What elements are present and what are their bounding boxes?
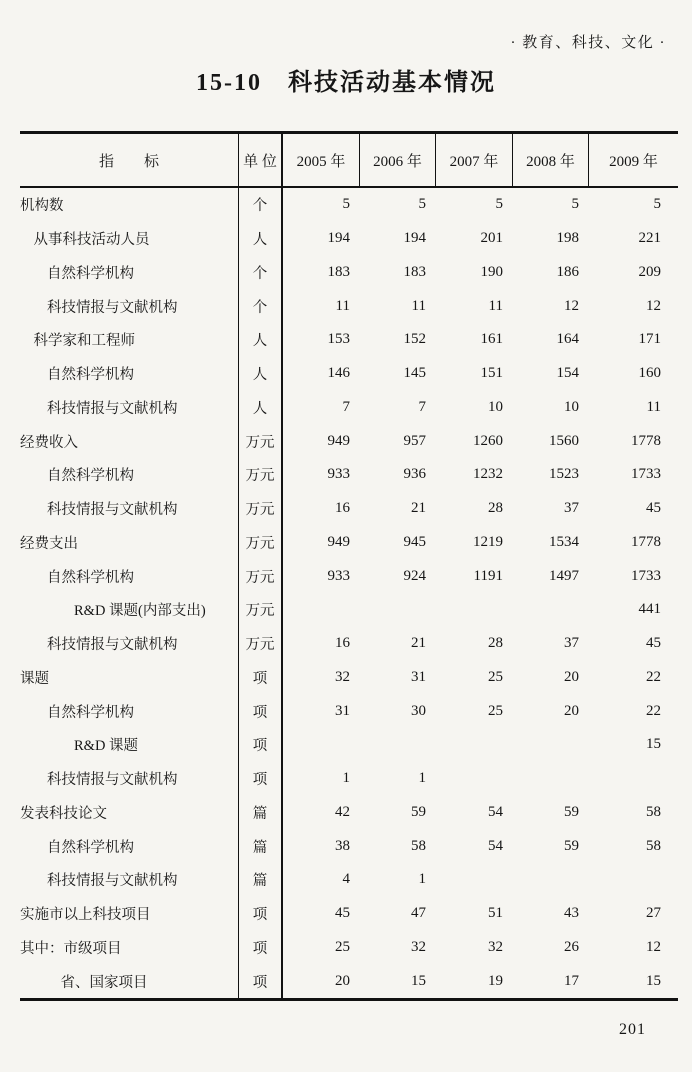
row-indicator: 实施市以上科技项目 xyxy=(20,907,151,924)
row-value: 15 xyxy=(646,972,661,989)
row-value: 1534 xyxy=(549,533,579,550)
table-row xyxy=(20,424,678,458)
row-value: 183 xyxy=(403,263,426,280)
row-value: 1497 xyxy=(549,567,579,584)
table-row xyxy=(20,829,678,863)
row-value: 59 xyxy=(564,803,579,820)
row-value: 164 xyxy=(556,331,579,348)
row-value: 58 xyxy=(646,837,661,854)
row-value: 31 xyxy=(411,668,426,685)
row-indicator: 自然科学机构 xyxy=(47,265,134,282)
row-value: 5 xyxy=(342,196,350,213)
row-value: 37 xyxy=(564,635,579,652)
row-unit: 项 xyxy=(238,964,283,998)
col-header-year-2009: 2009 年 xyxy=(588,134,678,186)
row-value xyxy=(588,863,678,897)
row-value: 7 xyxy=(418,398,426,415)
row-value xyxy=(588,762,678,796)
row-value: 15 xyxy=(411,972,426,989)
row-value: 171 xyxy=(638,331,661,348)
col-header-year-2005: 2005 年 xyxy=(296,153,346,170)
row-value xyxy=(512,762,588,796)
row-value: 45 xyxy=(646,635,661,652)
row-value: 152 xyxy=(403,331,426,348)
table-row xyxy=(20,289,678,323)
row-indicator: 省、国家项目 xyxy=(60,974,148,991)
row-unit: 项 xyxy=(238,762,283,796)
row-value: 58 xyxy=(411,837,426,854)
row-indicator: 科技情报与文献机构 xyxy=(47,637,178,654)
row-indicator: 科技情报与文献机构 xyxy=(47,873,178,890)
table-row xyxy=(20,188,678,222)
table-body xyxy=(20,188,678,1001)
row-value: 194 xyxy=(327,230,350,247)
row-value: 25 xyxy=(488,702,503,719)
row-unit: 篇 xyxy=(238,829,283,863)
row-value: 1523 xyxy=(549,466,579,483)
row-value: 20 xyxy=(335,972,350,989)
col-header-year-2007: 2007 年 xyxy=(435,134,512,186)
row-unit: 个 xyxy=(238,289,283,323)
page-number: 201 xyxy=(619,1021,646,1038)
table-row xyxy=(20,897,678,931)
table-row xyxy=(20,526,678,560)
row-value: 194 xyxy=(403,230,426,247)
row-value xyxy=(512,593,588,627)
table-row xyxy=(20,863,678,897)
row-value: 1 xyxy=(418,770,426,787)
page-title: 15-10 科技活动基本情况 xyxy=(196,70,496,96)
table-row xyxy=(20,458,678,492)
row-value: 5 xyxy=(495,196,503,213)
row-indicator: 科技情报与文献机构 xyxy=(47,502,178,519)
row-value: 1260 xyxy=(473,432,503,449)
row-value: 145 xyxy=(403,365,426,382)
row-value: 190 xyxy=(480,263,503,280)
row-value: 28 xyxy=(488,500,503,517)
row-value: 27 xyxy=(646,905,661,922)
row-value: 32 xyxy=(488,938,503,955)
row-indicator: 科技情报与文献机构 xyxy=(47,772,178,789)
row-value: 21 xyxy=(411,500,426,517)
row-value: 51 xyxy=(488,905,503,922)
table-row xyxy=(20,931,678,965)
row-indicator: 自然科学机构 xyxy=(47,569,134,586)
row-indicator: 课题 xyxy=(20,670,49,687)
table-row xyxy=(20,357,678,391)
row-value: 924 xyxy=(403,567,426,584)
table-header-row xyxy=(20,134,678,188)
row-value: 19 xyxy=(488,972,503,989)
row-value xyxy=(435,593,512,627)
row-value xyxy=(359,728,435,762)
row-value: 59 xyxy=(411,803,426,820)
row-value xyxy=(283,593,359,627)
row-value: 17 xyxy=(564,972,579,989)
row-value: 30 xyxy=(411,702,426,719)
row-value: 7 xyxy=(342,398,350,415)
row-value: 957 xyxy=(403,432,426,449)
row-value: 11 xyxy=(411,297,426,314)
row-value: 42 xyxy=(335,803,350,820)
row-unit: 万元 xyxy=(238,559,283,593)
row-value: 12 xyxy=(564,297,579,314)
row-indicator: 经费收入 xyxy=(20,434,78,451)
col-header-unit: 单 位 xyxy=(238,134,283,186)
row-value: 5 xyxy=(653,196,661,213)
row-value: 25 xyxy=(335,938,350,955)
row-unit: 人 xyxy=(238,391,283,425)
row-indicator: 机构数 xyxy=(20,198,64,215)
row-value: 20 xyxy=(564,668,579,685)
table-row xyxy=(20,728,678,762)
row-indicator: 科学家和工程师 xyxy=(33,333,135,350)
row-indicator: 其中：市级项目 xyxy=(20,940,122,957)
row-value: 201 xyxy=(480,230,503,247)
row-value: 160 xyxy=(638,365,661,382)
row-value: 12 xyxy=(646,938,661,955)
row-value: 5 xyxy=(571,196,579,213)
row-value: 945 xyxy=(403,533,426,550)
row-value: 1191 xyxy=(473,567,503,584)
row-value: 11 xyxy=(646,398,661,415)
statistics-table xyxy=(20,131,678,1001)
row-unit: 个 xyxy=(238,188,283,222)
row-value: 161 xyxy=(480,331,503,348)
row-value xyxy=(435,728,512,762)
row-value: 933 xyxy=(327,466,350,483)
row-value: 1219 xyxy=(473,533,503,550)
row-value: 10 xyxy=(564,398,579,415)
row-value xyxy=(359,593,435,627)
row-value: 25 xyxy=(488,668,503,685)
row-unit: 篇 xyxy=(238,796,283,830)
row-indicator: R&D 课题(内部支出) xyxy=(74,603,206,620)
row-value xyxy=(435,863,512,897)
row-value: 22 xyxy=(646,702,661,719)
row-value: 10 xyxy=(488,398,503,415)
row-value: 11 xyxy=(488,297,503,314)
row-value: 933 xyxy=(327,567,350,584)
row-value: 31 xyxy=(335,702,350,719)
table-row xyxy=(20,492,678,526)
table-row xyxy=(20,559,678,593)
row-value: 38 xyxy=(335,837,350,854)
row-value: 146 xyxy=(327,365,350,382)
row-value: 12 xyxy=(646,297,661,314)
row-value: 11 xyxy=(335,297,350,314)
row-value: 1778 xyxy=(631,533,661,550)
row-value: 15 xyxy=(646,736,661,753)
row-value: 37 xyxy=(564,500,579,517)
row-indicator: 科技情报与文献机构 xyxy=(47,400,178,417)
col-header-year-2006: 2006 年 xyxy=(359,134,435,186)
row-value: 58 xyxy=(646,803,661,820)
row-value: 936 xyxy=(403,466,426,483)
row-indicator: 自然科学机构 xyxy=(47,704,134,721)
table-row xyxy=(20,222,678,256)
row-value: 441 xyxy=(638,601,661,618)
col-header-indicator: 指 标 xyxy=(98,153,159,170)
col-header-year-2008: 2008 年 xyxy=(512,134,588,186)
row-indicator: 自然科学机构 xyxy=(47,839,134,856)
table-row xyxy=(20,964,678,998)
row-indicator: 经费支出 xyxy=(20,535,78,552)
row-value: 45 xyxy=(646,500,661,517)
row-value: 1 xyxy=(342,770,350,787)
row-value: 54 xyxy=(488,837,503,854)
row-value: 32 xyxy=(411,938,426,955)
row-indicator: 科技情报与文献机构 xyxy=(47,299,178,316)
row-unit: 项 xyxy=(238,931,283,965)
row-value: 153 xyxy=(327,331,350,348)
row-unit: 人 xyxy=(238,323,283,357)
row-unit: 项 xyxy=(238,897,283,931)
row-value: 43 xyxy=(564,905,579,922)
row-unit: 万元 xyxy=(238,492,283,526)
row-value: 59 xyxy=(564,837,579,854)
row-value: 47 xyxy=(411,905,426,922)
row-value xyxy=(512,728,588,762)
row-unit: 万元 xyxy=(238,593,283,627)
row-value: 151 xyxy=(480,365,503,382)
row-value: 1 xyxy=(418,871,426,888)
row-value xyxy=(283,728,359,762)
row-indicator: 发表科技论文 xyxy=(20,805,107,822)
table-row xyxy=(20,627,678,661)
row-value: 16 xyxy=(335,500,350,517)
row-value: 28 xyxy=(488,635,503,652)
row-value: 209 xyxy=(638,263,661,280)
row-value: 1778 xyxy=(631,432,661,449)
row-value: 45 xyxy=(335,905,350,922)
row-unit: 项 xyxy=(238,694,283,728)
row-value: 54 xyxy=(488,803,503,820)
table-row xyxy=(20,323,678,357)
row-value: 198 xyxy=(556,230,579,247)
row-value: 21 xyxy=(411,635,426,652)
row-indicator: 从事科技活动人员 xyxy=(33,232,150,249)
row-unit: 万元 xyxy=(238,526,283,560)
row-value: 183 xyxy=(327,263,350,280)
row-value xyxy=(512,863,588,897)
row-value: 32 xyxy=(335,668,350,685)
row-indicator: 自然科学机构 xyxy=(47,367,134,384)
row-unit: 万元 xyxy=(238,424,283,458)
row-value: 1733 xyxy=(631,466,661,483)
row-unit: 项 xyxy=(238,661,283,695)
row-value: 26 xyxy=(564,938,579,955)
row-unit: 个 xyxy=(238,256,283,290)
table-row xyxy=(20,661,678,695)
table-row xyxy=(20,762,678,796)
row-unit: 篇 xyxy=(238,863,283,897)
row-value: 949 xyxy=(327,432,350,449)
table-row xyxy=(20,593,678,627)
row-value: 1560 xyxy=(549,432,579,449)
row-value: 4 xyxy=(342,871,350,888)
table-row xyxy=(20,391,678,425)
running-head: · 教育、科技、文化 · xyxy=(510,35,666,51)
row-value: 16 xyxy=(335,635,350,652)
row-value: 221 xyxy=(638,230,661,247)
row-unit: 人 xyxy=(238,357,283,391)
table-row xyxy=(20,256,678,290)
row-value: 20 xyxy=(564,702,579,719)
row-value: 1232 xyxy=(473,466,503,483)
table-row xyxy=(20,694,678,728)
row-unit: 人 xyxy=(238,222,283,256)
row-indicator: R&D 课题 xyxy=(74,738,139,755)
row-value: 949 xyxy=(327,533,350,550)
row-value: 22 xyxy=(646,668,661,685)
row-value: 186 xyxy=(556,263,579,280)
row-value: 5 xyxy=(418,196,426,213)
row-value: 1733 xyxy=(631,567,661,584)
row-unit: 项 xyxy=(238,728,283,762)
row-unit: 万元 xyxy=(238,627,283,661)
table-row xyxy=(20,796,678,830)
row-unit: 万元 xyxy=(238,458,283,492)
row-indicator: 自然科学机构 xyxy=(47,468,134,485)
row-value: 154 xyxy=(556,365,579,382)
row-value xyxy=(435,762,512,796)
